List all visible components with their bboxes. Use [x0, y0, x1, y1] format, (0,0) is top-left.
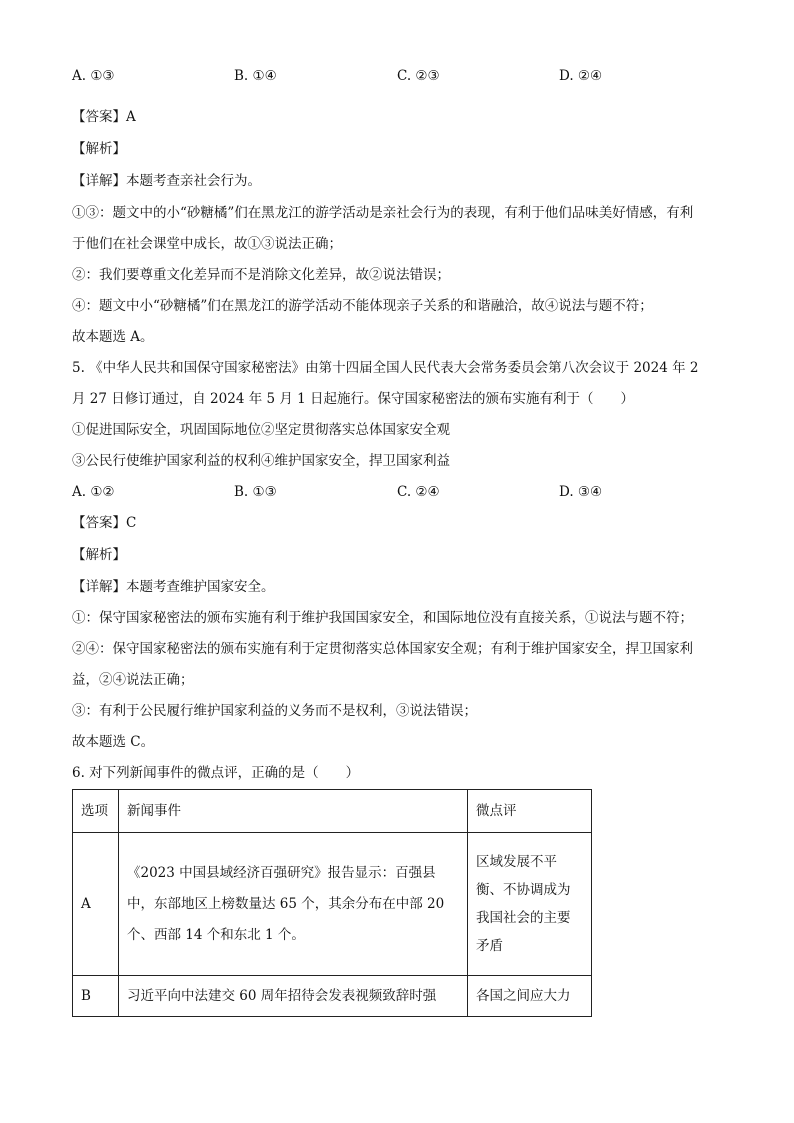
q5-analysis-line: ③：有利于公民履行维护国家利益的义务而不是权利，③说法错误； [72, 703, 477, 719]
header-event: 新闻事件 [119, 790, 468, 833]
q4-analysis-label: 【解析】 [72, 141, 126, 157]
row-option: B [73, 976, 119, 1017]
q5-analysis-label: 【解析】 [72, 547, 126, 563]
row-event: 习近平向中法建交 60 周年招待会发表视频致辞时强 [127, 988, 437, 1004]
q5-options [72, 482, 632, 502]
q5-option-b: B. ①③ [234, 484, 277, 500]
row-comment: 区域发展不平衡、不协调成为我国社会的主要矛盾 [476, 854, 571, 954]
q4-option-a: A. ①③ [72, 68, 115, 84]
q4-answer: 【答案】A [72, 109, 136, 125]
q5-stem-line: 5. 《中华人民共和国保守国家秘密法》由第十四届全国人民代表大会常务委员会第八次会议于 2024 年 2 [72, 360, 699, 376]
q5-detail: 【详解】本题考查维护国家安全。 [72, 579, 275, 595]
q4-options [72, 66, 632, 86]
header-comment: 微点评 [468, 790, 592, 833]
q5-option-d: D. ③④ [559, 484, 603, 500]
q4-option-b: B. ①④ [234, 68, 277, 84]
table-row [73, 833, 592, 976]
table-row [73, 976, 592, 1017]
q4-analysis-line: ①③：题文中的小“砂糖橘”们在黑龙江的游学活动是亲社会行为的表现，有利于他们品味美好情感，有利 [72, 205, 694, 221]
q4-option-d: D. ②④ [559, 68, 603, 84]
q4-analysis-line: 于他们在社会课堂中成长，故①③说法正确； [72, 236, 342, 252]
q6-stem: 6. 对下列新闻事件的微点评，正确的是（ ） [72, 765, 360, 781]
q4-analysis-line: 故本题选 A。 [72, 329, 154, 345]
q5-analysis-line: 益，②④说法正确； [72, 672, 194, 688]
q5-stem-line: ③公民行使维护国家利益的权利④维护国家安全，捍卫国家利益 [72, 453, 450, 469]
q4-analysis-line: ②：我们要尊重文化差异而不是消除文化差异，故②说法错误； [72, 267, 450, 283]
news-table [72, 789, 592, 1017]
q5-analysis-line: 故本题选 C。 [72, 734, 155, 750]
header-option: 选项 [73, 790, 119, 833]
q4-detail: 【详解】本题考查亲社会行为。 [72, 173, 261, 189]
row-option: A [73, 833, 119, 976]
q5-option-a: A. ①② [72, 484, 115, 500]
q4-analysis-line: ④：题文中小“砂糖橘”们在黑龙江的游学活动不能体现亲子关系的和谐融洽，故④说法与题不符； [72, 298, 653, 314]
q4-option-c: C. ②③ [397, 68, 440, 84]
q5-option-c: C. ②④ [397, 484, 440, 500]
row-comment: 各国之间应大力 [476, 988, 571, 1004]
q5-stem-line: 月 27 日修订通过，自 2024 年 5 月 1 日起施行。保守国家秘密法的颁布实施有利于（ ） [72, 391, 635, 407]
q5-analysis-line: ②④：保守国家秘密法的颁布实施有利于定贯彻落实总体国家安全观；有利于维护国家安全，捍卫国家利 [72, 641, 693, 657]
q5-stem-line: ①促进国际安全，巩固国际地位②坚定贯彻落实总体国家安全观 [72, 422, 450, 438]
table-header-row [73, 790, 592, 833]
row-event: 《2023 中国县域经济百强研究》报告显示：百强县中，东部地区上榜数量达 65 个，其余分布在中部 20 个、西部 14 个和东北 1 个。 [127, 864, 445, 943]
q5-analysis-line: ①：保守国家秘密法的颁布实施有利于维护我国国家安全，和国际地位没有直接关系，①说法与题不符； [72, 610, 693, 626]
q5-answer: 【答案】C [72, 515, 137, 531]
